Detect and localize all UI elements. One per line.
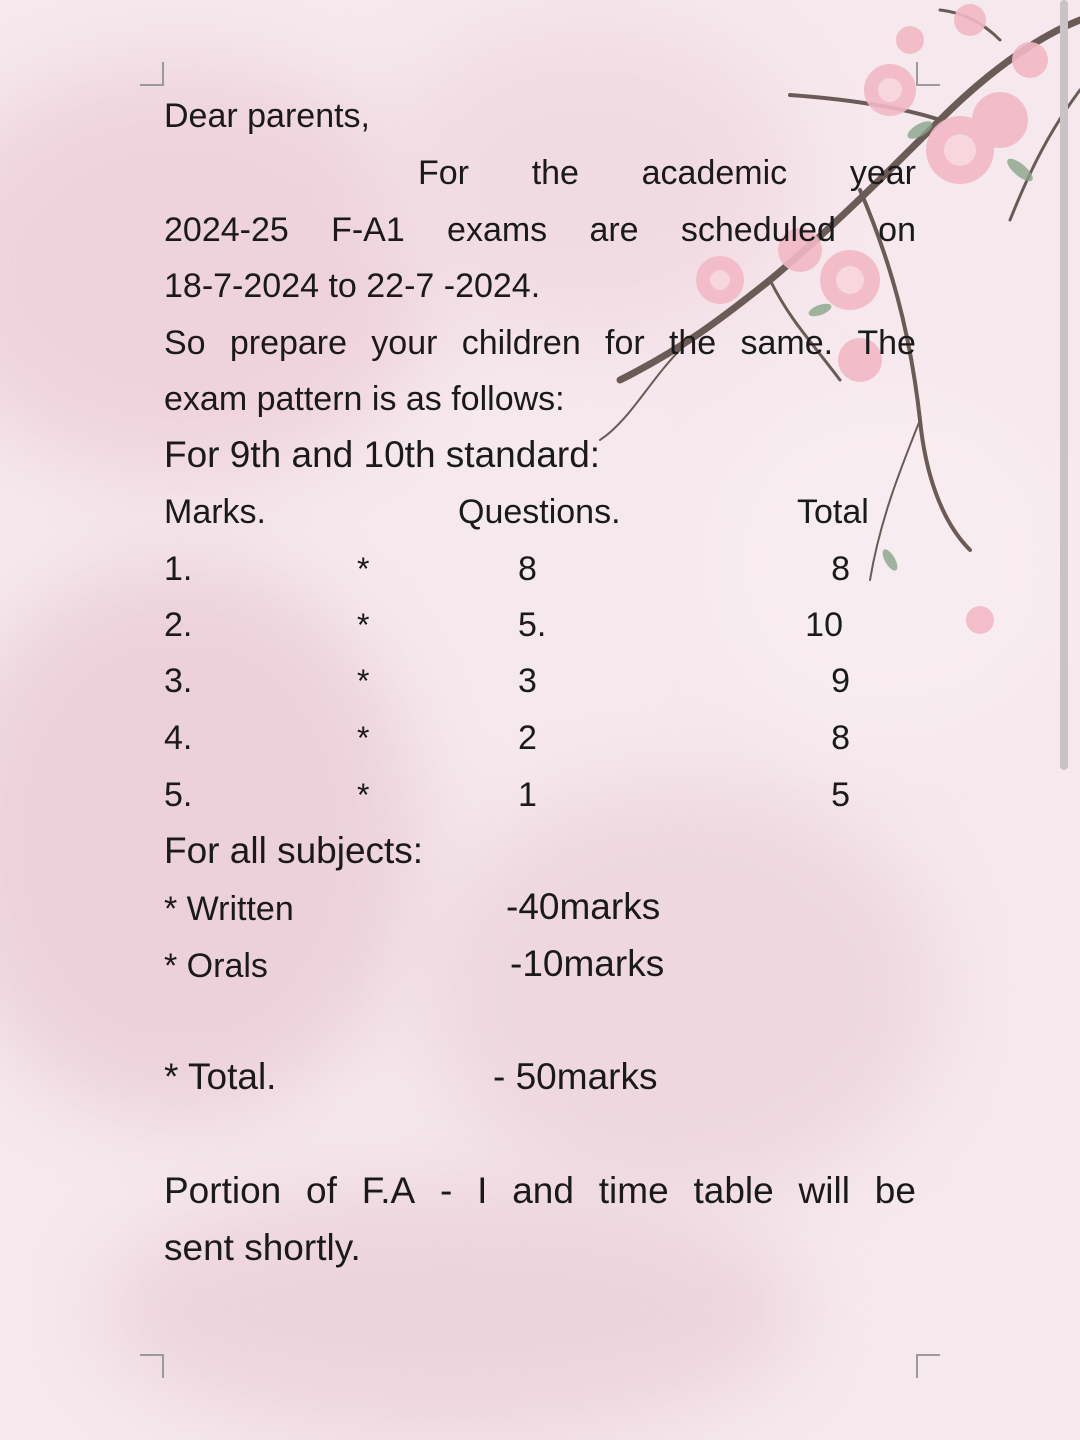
row-total: 8 [831,719,850,757]
asterisk-icon: * [357,663,370,699]
header-marks: Marks. [164,493,266,531]
word: table [693,1170,774,1211]
word: the [668,324,717,362]
header-total: Total [797,493,869,531]
row-total: 8 [831,550,850,588]
greeting: Dear parents, [164,97,370,135]
word: will [798,1170,850,1211]
word: time [598,1170,669,1211]
word: exams [447,211,548,249]
word: F.A [361,1170,416,1211]
word: So [164,324,206,362]
word: your [371,324,438,362]
word: of [306,1170,337,1211]
word: the [531,154,579,192]
word: I [477,1170,488,1211]
word: and [512,1170,574,1211]
written-label: * Written [164,890,294,928]
orals-value: -10marks [510,943,665,984]
word: The [857,324,916,362]
word: 2024-25 [164,211,289,249]
row-marks: 1. [164,550,193,588]
subjects-heading: For all subjects: [164,830,424,871]
row-marks: 2. [164,606,193,644]
word: F-A1 [331,211,405,249]
word: on [878,211,916,249]
word: are [589,211,639,249]
header-questions: Questions. [458,493,621,531]
orals-label: * Orals [164,947,268,985]
word: year [849,154,916,192]
intro-line [418,153,916,193]
row-total: 10 [805,606,843,644]
word: same. [740,324,834,362]
schedule-line [164,210,916,250]
row-marks: 5. [164,776,193,814]
asterisk-icon: * [357,607,370,643]
word: for [605,324,645,362]
word: be [874,1170,916,1211]
pattern-intro: exam pattern is as follows: [164,380,565,418]
total-label: * Total. [164,1056,277,1097]
word: scheduled [680,211,836,249]
row-questions: 8 [518,550,537,588]
asterisk-icon: * [357,720,370,756]
word: children [461,324,581,362]
row-questions: 3 [518,662,537,700]
exam-dates: 18-7-2024 to 22-7 -2024. [164,267,541,305]
asterisk-icon: * [357,551,370,587]
word: For [418,154,469,192]
row-marks: 4. [164,719,193,757]
word: academic [641,154,788,192]
word: - [440,1170,453,1211]
asterisk-icon: * [357,777,370,813]
written-value: -40marks [506,886,661,927]
row-questions: 1 [518,776,537,814]
word: Portion [164,1170,282,1211]
prepare-line [164,323,916,363]
word: prepare [229,324,348,362]
row-questions: 2 [518,719,537,757]
standard-heading: For 9th and 10th standard: [164,434,601,475]
closing-line: sent shortly. [164,1227,361,1268]
row-questions: 5. [518,606,547,644]
row-total: 9 [831,662,850,700]
row-total: 5 [831,776,850,814]
total-value: - 50marks [493,1056,658,1097]
portion-line [164,1171,916,1211]
row-marks: 3. [164,662,193,700]
